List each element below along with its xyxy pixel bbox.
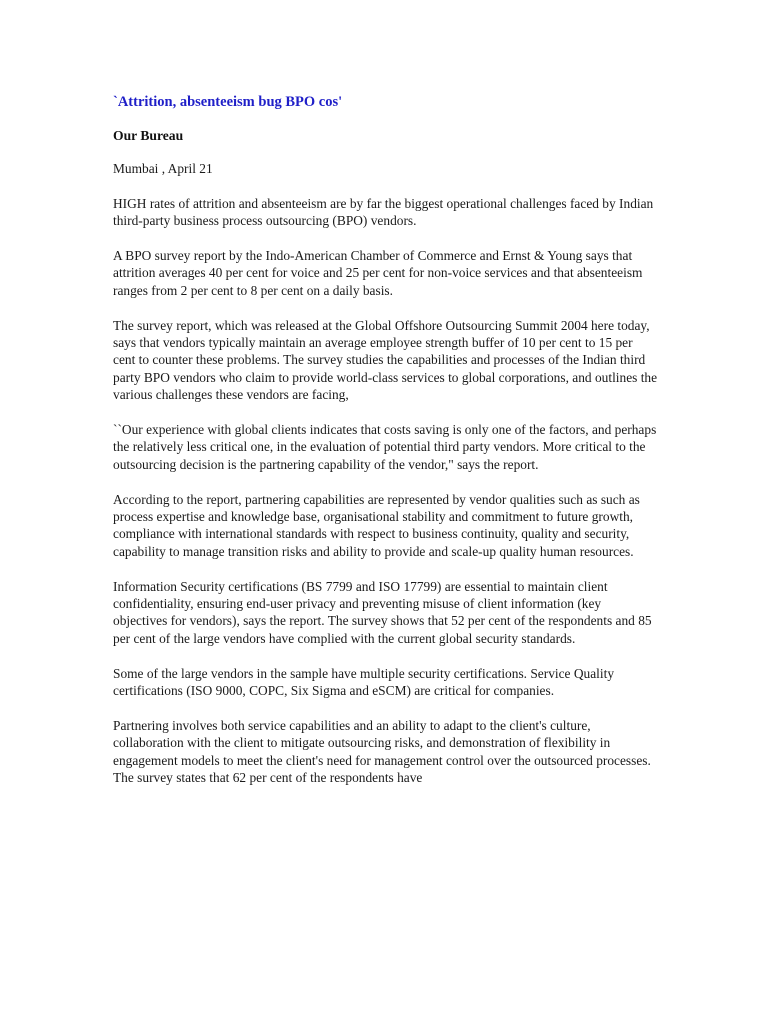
article-paragraph: A BPO survey report by the Indo-American Chamber of Commerce and Ernst & Young says that attrition averages 40 per cent for voice and 25 per cent for non-voice services and that absenteeism ranges from 2 per cent to 8 per cent on a daily basis.	[113, 248, 643, 298]
article-paragraph: Some of the large vendors in the sample have multiple security certifications. Service Quality certifications (ISO 9000, COPC, Six Sigma and eSCM) are critical for companies.	[113, 665, 615, 699]
article-dateline: Mumbai , April 21	[113, 161, 213, 177]
article-paragraph: Partnering involves both service capabilities and an ability to adapt to the client's culture, collaboration with the client to mitigate outsourcing risks, and demonstration of flexibility in engagement models to meet the client's need for management control over the outsourced processes. The survey states that 62 per cent of the respondents have	[113, 717, 651, 786]
article-paragraph: HIGH rates of attrition and absenteeism are by far the biggest operational challenges faced by Indian third-party business process outsourcing (BPO) vendors.	[113, 195, 654, 229]
article-paragraph: ``Our experience with global clients indicates that costs saving is only one of the factors, and perhaps the relatively less critical one, in the evaluation of potential third party vendors. More critical to the outsourcing decision is the partnering capability of the vendor," says the report.	[113, 422, 657, 472]
article-headline: `Attrition, absenteeism bug BPO cos'	[113, 94, 343, 110]
article-paragraph: According to the report, partnering capabilities are represented by vendor qualities such as such as process expertise and knowledge base, organisational stability and commitment to future growth, compliance with international standards with respect to business continuity, quality and security, capability to manage transition risks and ability to provide and scale-up quality human resources.	[113, 491, 640, 559]
article-paragraph: The survey report, which was released at the Global Offshore Outsourcing Summit 2004 here today, says that vendors typically maintain an average employee strength buffer of 10 per cent to 15 per cent to counter these problems. The survey studies the capabilities and processes of the Indian third party BPO vendors who claim to provide world-class services to global corporations, and outlines the various challenges these vendors are facing,	[113, 317, 658, 403]
article-paragraph: Information Security certifications (BS 7799 and ISO 17799) are essential to maintain client confidentiality, ensuring end-user privacy and preventing misuse of client information (key objectives for vendors), says the report. The survey shows that 52 per cent of the respondents and 85 per cent of the large vendors have complied with the current global security standards.	[113, 578, 652, 646]
article-byline: Our Bureau	[113, 128, 184, 143]
